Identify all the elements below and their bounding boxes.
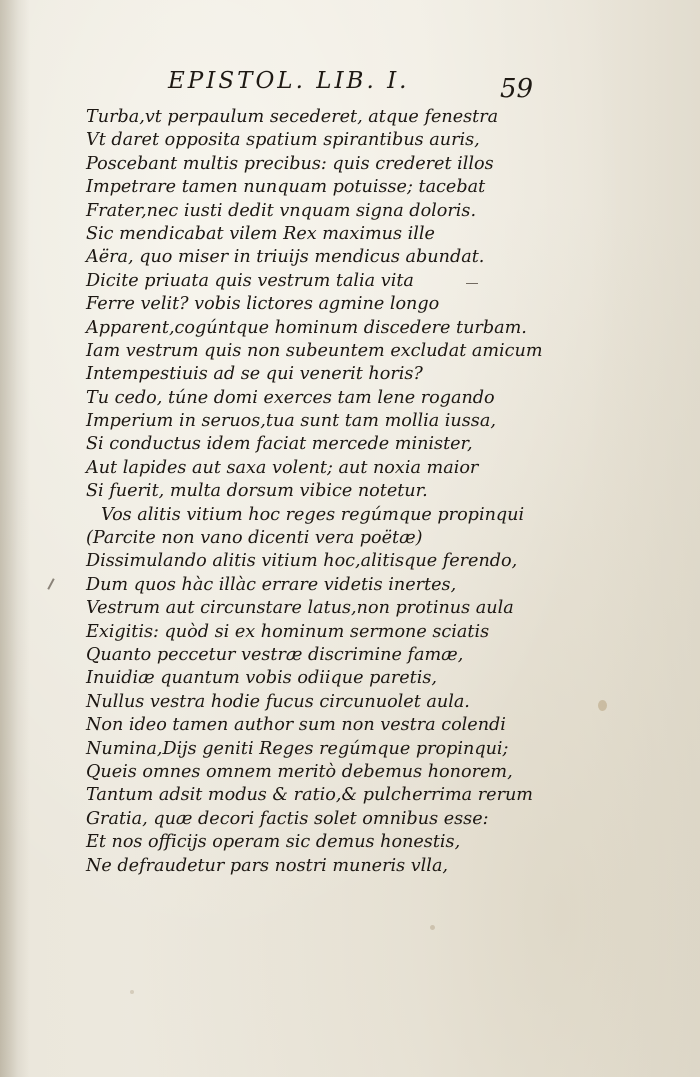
paper-stain xyxy=(130,990,134,994)
marginal-dash-mark xyxy=(466,283,478,284)
verse-line-12: Intempestiuis ad se qui venerit horis? xyxy=(86,364,423,385)
paper-stain xyxy=(430,925,435,930)
verse-line-14: Imperium in seruos,tua sunt tam mollia iussa, xyxy=(86,411,496,432)
verse-line-25: Inuidiæ quantum vobis odiique paretis, xyxy=(86,668,437,689)
paper-stain xyxy=(598,700,607,711)
verse-line-4: Impetrare tamen nunquam potuisse; tacebat xyxy=(86,177,486,198)
verse-line-11: Iam vestrum quis non subeuntem excludat amicum xyxy=(86,340,543,361)
verse-line-1: Turba,vt perpaulum secederet, atque fenestra xyxy=(86,107,499,127)
verse-line-8: Dicite priuata quis vestrum talia vita xyxy=(86,270,414,291)
page-number: 59 xyxy=(500,74,534,104)
verse-line-33: Ne defraudetur pars nostri muneris vlla, xyxy=(86,855,449,876)
verse-line-28: Numina,Dijs geniti Reges regúmque propinqui; xyxy=(86,738,509,759)
verse-line-31: Gratia, quæ decori factis solet omnibus esse: xyxy=(86,808,489,829)
verse-line-13: Tu cedo, túne domi exerces tam lene rogando xyxy=(86,387,495,408)
verse-line-3: Poscebant multis precibus: quis crederet illos xyxy=(86,153,494,174)
verse-line-20: Dissimulando alitis vitium hoc,alitisque ferendo, xyxy=(86,551,518,572)
verse-line-23: Exigitis: quòd si ex hominum sermone sciatis xyxy=(86,621,490,642)
verse-line-6: Sic mendicabat vilem Rex maximus ille xyxy=(86,223,435,244)
verse-line-10: Apparent,cogúntque hominum discedere turbam. xyxy=(86,317,527,338)
verse-line-21: Dum quos hàc illàc errare videtis inertes, xyxy=(86,574,457,595)
verse-line-15: Si conductus idem faciat mercede minister, xyxy=(86,434,473,455)
right-edge-shading xyxy=(590,0,700,1077)
verse-line-17: Si fuerit, multa dorsum vibice notetur. xyxy=(86,481,428,502)
verse-line-19: (Parcite non vano dicenti vera poëtæ) xyxy=(86,528,423,549)
verse-line-27: Non ideo tamen author sum non vestra colendi xyxy=(86,715,506,736)
verse-line-18: Vos alitis vitium hoc reges regúmque propinqui xyxy=(101,504,525,525)
verse-line-24: Quanto peccetur vestræ discrimine famæ, xyxy=(86,644,464,665)
verse-line-29: Queis omnes omnem meritò debemus honorem, xyxy=(86,761,513,782)
verse-line-32: Et nos officijs operam sic demus honestis, xyxy=(86,832,461,853)
verse-line-16: Aut lapides aut saxa volent; aut noxia maior xyxy=(86,457,479,478)
running-title: EPISTOL. LIB. I. xyxy=(168,68,410,94)
verse-line-7: Aëra, quo miser in triuijs mendicus abundat. xyxy=(86,247,485,268)
verse-line-26: Nullus vestra hodie fucus circunuolet aula. xyxy=(86,691,470,712)
verse-line-9: Ferre velit? vobis lictores agmine longo xyxy=(86,294,440,315)
verse-line-30: Tantum adsit modus & ratio,& pulcherrima rerum xyxy=(86,785,533,806)
verse-line-22: Vestrum aut circunstare latus,non protinus aula xyxy=(86,598,514,619)
marginal-tick-mark xyxy=(47,578,54,590)
gutter-shadow xyxy=(0,0,30,1077)
verse-block xyxy=(86,106,546,878)
verse-line-5: Frater,nec iusti dedit vnquam signa doloris. xyxy=(86,200,477,221)
verse-line-2: Vt daret opposita spatium spirantibus auris, xyxy=(86,130,480,151)
